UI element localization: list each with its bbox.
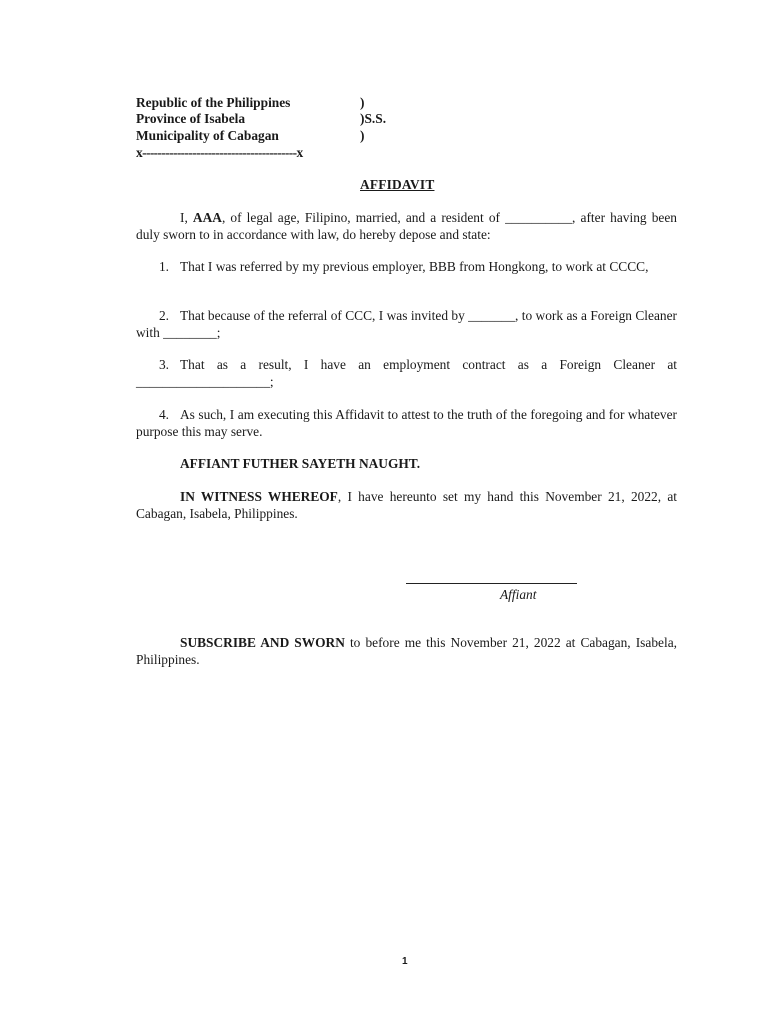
caption-province: Province of Isabela [136, 111, 246, 126]
witness-paragraph [136, 489, 677, 522]
caption-ss: )S.S. [360, 111, 387, 126]
item-number: 4. [158, 407, 169, 422]
list-item [136, 357, 677, 390]
signature-label: Affiant [500, 587, 537, 602]
affiant-name: AAA [192, 210, 222, 225]
list-item [136, 407, 677, 440]
item-text: As such, I am executing this Affidavit to attest to the truth of the foregoing and for whatever purpose this may serve. [136, 407, 677, 439]
caption-republic: Republic of the Philippines [136, 95, 291, 110]
item-text: That as a result, I have an employment contract as a Foreign Cleaner at ____________________; [136, 357, 677, 389]
item-number: 1. [158, 259, 169, 274]
witness-text: , I have hereunto set my hand this November 21, 2022, at Cabagan, Isabela, Philippines. [136, 489, 677, 521]
intro-paragraph [136, 210, 677, 243]
jurat-paragraph [136, 635, 677, 668]
item-number: 2. [158, 308, 169, 323]
item-text: That because of the referral of CCC, I was invited by _______, to work as a Foreign Cleaner with ________; [136, 308, 677, 340]
page-number: 1 [402, 956, 408, 967]
caption-paren-1: ) [360, 95, 365, 110]
list-item [136, 259, 677, 276]
caption-paren-3: ) [360, 128, 365, 143]
caption-municipality: Municipality of Cabagan [136, 128, 279, 143]
jurat-text: to before me this November 21, 2022 at Cabagan, Isabela, Philippines. [136, 635, 677, 667]
document-title: AFFIDAVIT [360, 177, 435, 192]
caption-divider: x----------------------------------------x [136, 145, 303, 160]
item-number: 3. [158, 357, 169, 372]
jurat-bold: SUBSCRIBE AND SWORN [180, 635, 345, 650]
witness-bold: IN WITNESS WHEREOF [180, 489, 338, 504]
affiant-further-statement: AFFIANT FUTHER SAYETH NAUGHT. [180, 456, 421, 471]
item-text: That I was referred by my previous employer, BBB from Hongkong, to work at CCCC, [180, 259, 649, 274]
list-item [136, 308, 677, 341]
intro-text: , of legal age, Filipino, married, and a resident of __________, after having been duly sworn to in accordance with law, do hereby depose and state: [136, 210, 677, 242]
intro-lead: I, [180, 210, 193, 225]
signature-line [406, 583, 577, 584]
